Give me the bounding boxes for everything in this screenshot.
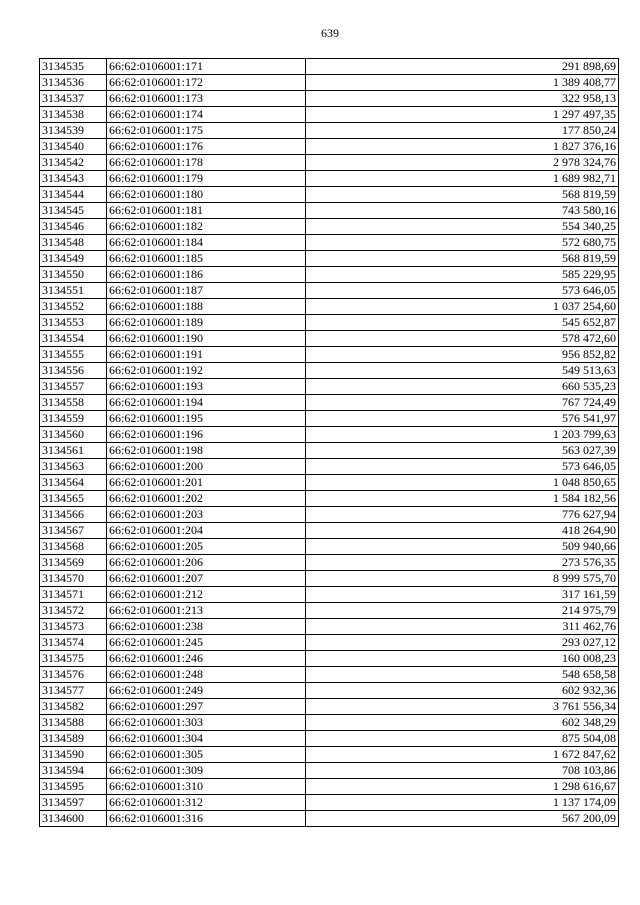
row-id-cell: 3134535 — [40, 59, 107, 75]
cadastral-value-cell: 1 689 982,71 — [306, 171, 619, 187]
table-row — [40, 715, 619, 731]
cadastral-value-cell: 602 932,36 — [306, 683, 619, 699]
cadastral-number-cell: 66:62:0106001:304 — [107, 731, 306, 747]
row-id-cell: 3134575 — [40, 651, 107, 667]
cadastral-value-cell: 568 819,59 — [306, 251, 619, 267]
cadastral-number-cell: 66:62:0106001:303 — [107, 715, 306, 731]
table-row — [40, 331, 619, 347]
cadastral-number-cell: 66:62:0106001:184 — [107, 235, 306, 251]
cadastral-number-cell: 66:62:0106001:185 — [107, 251, 306, 267]
table-row — [40, 139, 619, 155]
cadastral-value-cell: 160 008,23 — [306, 651, 619, 667]
table-row — [40, 283, 619, 299]
cadastral-value-cell: 545 652,87 — [306, 315, 619, 331]
row-id-cell: 3134536 — [40, 75, 107, 91]
cadastral-number-cell: 66:62:0106001:201 — [107, 475, 306, 491]
row-id-cell: 3134582 — [40, 699, 107, 715]
cadastral-number-cell: 66:62:0106001:205 — [107, 539, 306, 555]
cadastral-value-cell: 1 298 616,67 — [306, 779, 619, 795]
cadastral-number-cell: 66:62:0106001:198 — [107, 443, 306, 459]
table-row — [40, 635, 619, 651]
cadastral-number-cell: 66:62:0106001:192 — [107, 363, 306, 379]
table-row — [40, 91, 619, 107]
row-id-cell: 3134556 — [40, 363, 107, 379]
cadastral-number-cell: 66:62:0106001:191 — [107, 347, 306, 363]
table-row — [40, 75, 619, 91]
cadastral-number-cell: 66:62:0106001:196 — [107, 427, 306, 443]
table-row — [40, 795, 619, 811]
cadastral-number-cell: 66:62:0106001:182 — [107, 219, 306, 235]
cadastral-value-cell: 554 340,25 — [306, 219, 619, 235]
table-row — [40, 811, 619, 827]
row-id-cell: 3134595 — [40, 779, 107, 795]
table-row — [40, 619, 619, 635]
cadastral-number-cell: 66:62:0106001:316 — [107, 811, 306, 827]
cadastral-number-cell: 66:62:0106001:190 — [107, 331, 306, 347]
row-id-cell: 3134555 — [40, 347, 107, 363]
cadastral-value-table — [39, 58, 619, 827]
table-row — [40, 411, 619, 427]
table-row — [40, 171, 619, 187]
cadastral-value-cell: 573 646,05 — [306, 283, 619, 299]
cadastral-number-cell: 66:62:0106001:181 — [107, 203, 306, 219]
table-body — [40, 59, 619, 827]
cadastral-number-cell: 66:62:0106001:175 — [107, 123, 306, 139]
table-row — [40, 731, 619, 747]
table-row — [40, 155, 619, 171]
cadastral-value-cell: 293 027,12 — [306, 635, 619, 651]
row-id-cell: 3134570 — [40, 571, 107, 587]
cadastral-number-cell: 66:62:0106001:305 — [107, 747, 306, 763]
row-id-cell: 3134546 — [40, 219, 107, 235]
row-id-cell: 3134571 — [40, 587, 107, 603]
cadastral-value-cell: 573 646,05 — [306, 459, 619, 475]
row-id-cell: 3134553 — [40, 315, 107, 331]
row-id-cell: 3134588 — [40, 715, 107, 731]
cadastral-value-cell: 214 975,79 — [306, 603, 619, 619]
cadastral-value-cell: 291 898,69 — [306, 59, 619, 75]
row-id-cell: 3134550 — [40, 267, 107, 283]
cadastral-number-cell: 66:62:0106001:180 — [107, 187, 306, 203]
row-id-cell: 3134540 — [40, 139, 107, 155]
table-row — [40, 251, 619, 267]
cadastral-number-cell: 66:62:0106001:200 — [107, 459, 306, 475]
row-id-cell: 3134552 — [40, 299, 107, 315]
cadastral-value-cell: 743 580,16 — [306, 203, 619, 219]
cadastral-value-cell: 1 672 847,62 — [306, 747, 619, 763]
row-id-cell: 3134539 — [40, 123, 107, 139]
cadastral-number-cell: 66:62:0106001:202 — [107, 491, 306, 507]
cadastral-number-cell: 66:62:0106001:245 — [107, 635, 306, 651]
row-id-cell: 3134558 — [40, 395, 107, 411]
table-row — [40, 763, 619, 779]
cadastral-number-cell: 66:62:0106001:179 — [107, 171, 306, 187]
table-row — [40, 427, 619, 443]
cadastral-number-cell: 66:62:0106001:189 — [107, 315, 306, 331]
page-number: 639 — [321, 26, 339, 40]
row-id-cell: 3134565 — [40, 491, 107, 507]
cadastral-value-cell: 311 462,76 — [306, 619, 619, 635]
cadastral-value-cell: 572 680,75 — [306, 235, 619, 251]
row-id-cell: 3134545 — [40, 203, 107, 219]
row-id-cell: 3134589 — [40, 731, 107, 747]
table-row — [40, 299, 619, 315]
table-row — [40, 587, 619, 603]
cadastral-value-cell: 2 978 324,76 — [306, 155, 619, 171]
cadastral-value-cell: 1 048 850,65 — [306, 475, 619, 491]
table-row — [40, 107, 619, 123]
cadastral-value-cell: 767 724,49 — [306, 395, 619, 411]
cadastral-value-cell: 708 103,86 — [306, 763, 619, 779]
table-row — [40, 459, 619, 475]
row-id-cell: 3134567 — [40, 523, 107, 539]
cadastral-value-cell: 875 504,08 — [306, 731, 619, 747]
cadastral-value-cell: 1 203 799,63 — [306, 427, 619, 443]
cadastral-number-cell: 66:62:0106001:206 — [107, 555, 306, 571]
cadastral-value-cell: 660 535,23 — [306, 379, 619, 395]
cadastral-value-cell: 585 229,95 — [306, 267, 619, 283]
cadastral-value-cell: 956 852,82 — [306, 347, 619, 363]
cadastral-value-cell: 548 658,58 — [306, 667, 619, 683]
cadastral-number-cell: 66:62:0106001:310 — [107, 779, 306, 795]
table-row — [40, 235, 619, 251]
cadastral-value-cell: 1 827 376,16 — [306, 139, 619, 155]
cadastral-number-cell: 66:62:0106001:186 — [107, 267, 306, 283]
cadastral-number-cell: 66:62:0106001:297 — [107, 699, 306, 715]
cadastral-number-cell: 66:62:0106001:178 — [107, 155, 306, 171]
table-row — [40, 203, 619, 219]
cadastral-value-cell: 576 541,97 — [306, 411, 619, 427]
cadastral-number-cell: 66:62:0106001:312 — [107, 795, 306, 811]
row-id-cell: 3134594 — [40, 763, 107, 779]
table-row — [40, 187, 619, 203]
cadastral-value-cell: 1 037 254,60 — [306, 299, 619, 315]
table-row — [40, 699, 619, 715]
cadastral-number-cell: 66:62:0106001:249 — [107, 683, 306, 699]
table-row — [40, 123, 619, 139]
cadastral-value-cell: 1 584 182,56 — [306, 491, 619, 507]
table-row — [40, 603, 619, 619]
cadastral-number-cell: 66:62:0106001:174 — [107, 107, 306, 123]
cadastral-number-cell: 66:62:0106001:212 — [107, 587, 306, 603]
table-row — [40, 507, 619, 523]
cadastral-value-cell: 568 819,59 — [306, 187, 619, 203]
row-id-cell: 3134542 — [40, 155, 107, 171]
table-row — [40, 523, 619, 539]
cadastral-number-cell: 66:62:0106001:204 — [107, 523, 306, 539]
table-row — [40, 267, 619, 283]
row-id-cell: 3134564 — [40, 475, 107, 491]
table-row — [40, 667, 619, 683]
cadastral-number-cell: 66:62:0106001:187 — [107, 283, 306, 299]
row-id-cell: 3134590 — [40, 747, 107, 763]
cadastral-value-cell: 578 472,60 — [306, 331, 619, 347]
table-row — [40, 443, 619, 459]
table-row — [40, 491, 619, 507]
row-id-cell: 3134537 — [40, 91, 107, 107]
table-row — [40, 347, 619, 363]
table-row — [40, 555, 619, 571]
row-id-cell: 3134557 — [40, 379, 107, 395]
row-id-cell: 3134568 — [40, 539, 107, 555]
cadastral-number-cell: 66:62:0106001:176 — [107, 139, 306, 155]
row-id-cell: 3134563 — [40, 459, 107, 475]
cadastral-number-cell: 66:62:0106001:309 — [107, 763, 306, 779]
cadastral-value-cell: 418 264,90 — [306, 523, 619, 539]
table-row — [40, 379, 619, 395]
row-id-cell: 3134544 — [40, 187, 107, 203]
row-id-cell: 3134573 — [40, 619, 107, 635]
row-id-cell: 3134577 — [40, 683, 107, 699]
cadastral-number-cell: 66:62:0106001:173 — [107, 91, 306, 107]
cadastral-number-cell: 66:62:0106001:194 — [107, 395, 306, 411]
cadastral-value-cell: 8 999 575,70 — [306, 571, 619, 587]
row-id-cell: 3134538 — [40, 107, 107, 123]
table-row — [40, 539, 619, 555]
cadastral-value-cell: 776 627,94 — [306, 507, 619, 523]
cadastral-number-cell: 66:62:0106001:195 — [107, 411, 306, 427]
row-id-cell: 3134574 — [40, 635, 107, 651]
table-row — [40, 571, 619, 587]
cadastral-value-cell: 1 137 174,09 — [306, 795, 619, 811]
cadastral-number-cell: 66:62:0106001:246 — [107, 651, 306, 667]
cadastral-value-cell: 567 200,09 — [306, 811, 619, 827]
table-row — [40, 363, 619, 379]
row-id-cell: 3134597 — [40, 795, 107, 811]
cadastral-value-cell: 322 958,13 — [306, 91, 619, 107]
table-row — [40, 651, 619, 667]
cadastral-value-cell: 1 297 497,35 — [306, 107, 619, 123]
cadastral-number-cell: 66:62:0106001:193 — [107, 379, 306, 395]
row-id-cell: 3134548 — [40, 235, 107, 251]
row-id-cell: 3134549 — [40, 251, 107, 267]
cadastral-number-cell: 66:62:0106001:188 — [107, 299, 306, 315]
cadastral-value-cell: 317 161,59 — [306, 587, 619, 603]
cadastral-number-cell: 66:62:0106001:171 — [107, 59, 306, 75]
row-id-cell: 3134559 — [40, 411, 107, 427]
table-row — [40, 747, 619, 763]
cadastral-number-cell: 66:62:0106001:213 — [107, 603, 306, 619]
cadastral-number-cell: 66:62:0106001:203 — [107, 507, 306, 523]
table-row — [40, 219, 619, 235]
cadastral-number-cell: 66:62:0106001:172 — [107, 75, 306, 91]
cadastral-value-cell: 1 389 408,77 — [306, 75, 619, 91]
row-id-cell: 3134600 — [40, 811, 107, 827]
cadastral-value-cell: 273 576,35 — [306, 555, 619, 571]
row-id-cell: 3134554 — [40, 331, 107, 347]
row-id-cell: 3134560 — [40, 427, 107, 443]
row-id-cell: 3134572 — [40, 603, 107, 619]
cadastral-value-cell: 563 027,39 — [306, 443, 619, 459]
row-id-cell: 3134566 — [40, 507, 107, 523]
table-row — [40, 395, 619, 411]
cadastral-number-cell: 66:62:0106001:207 — [107, 571, 306, 587]
table-row — [40, 315, 619, 331]
table-row — [40, 779, 619, 795]
cadastral-value-cell: 549 513,63 — [306, 363, 619, 379]
row-id-cell: 3134551 — [40, 283, 107, 299]
cadastral-value-cell: 3 761 556,34 — [306, 699, 619, 715]
table-row — [40, 475, 619, 491]
cadastral-value-cell: 177 850,24 — [306, 123, 619, 139]
cadastral-number-cell: 66:62:0106001:248 — [107, 667, 306, 683]
cadastral-value-cell: 602 348,29 — [306, 715, 619, 731]
table-row — [40, 683, 619, 699]
cadastral-number-cell: 66:62:0106001:238 — [107, 619, 306, 635]
row-id-cell: 3134543 — [40, 171, 107, 187]
cadastral-value-cell: 509 940,66 — [306, 539, 619, 555]
table-row — [40, 59, 619, 75]
row-id-cell: 3134561 — [40, 443, 107, 459]
row-id-cell: 3134569 — [40, 555, 107, 571]
row-id-cell: 3134576 — [40, 667, 107, 683]
